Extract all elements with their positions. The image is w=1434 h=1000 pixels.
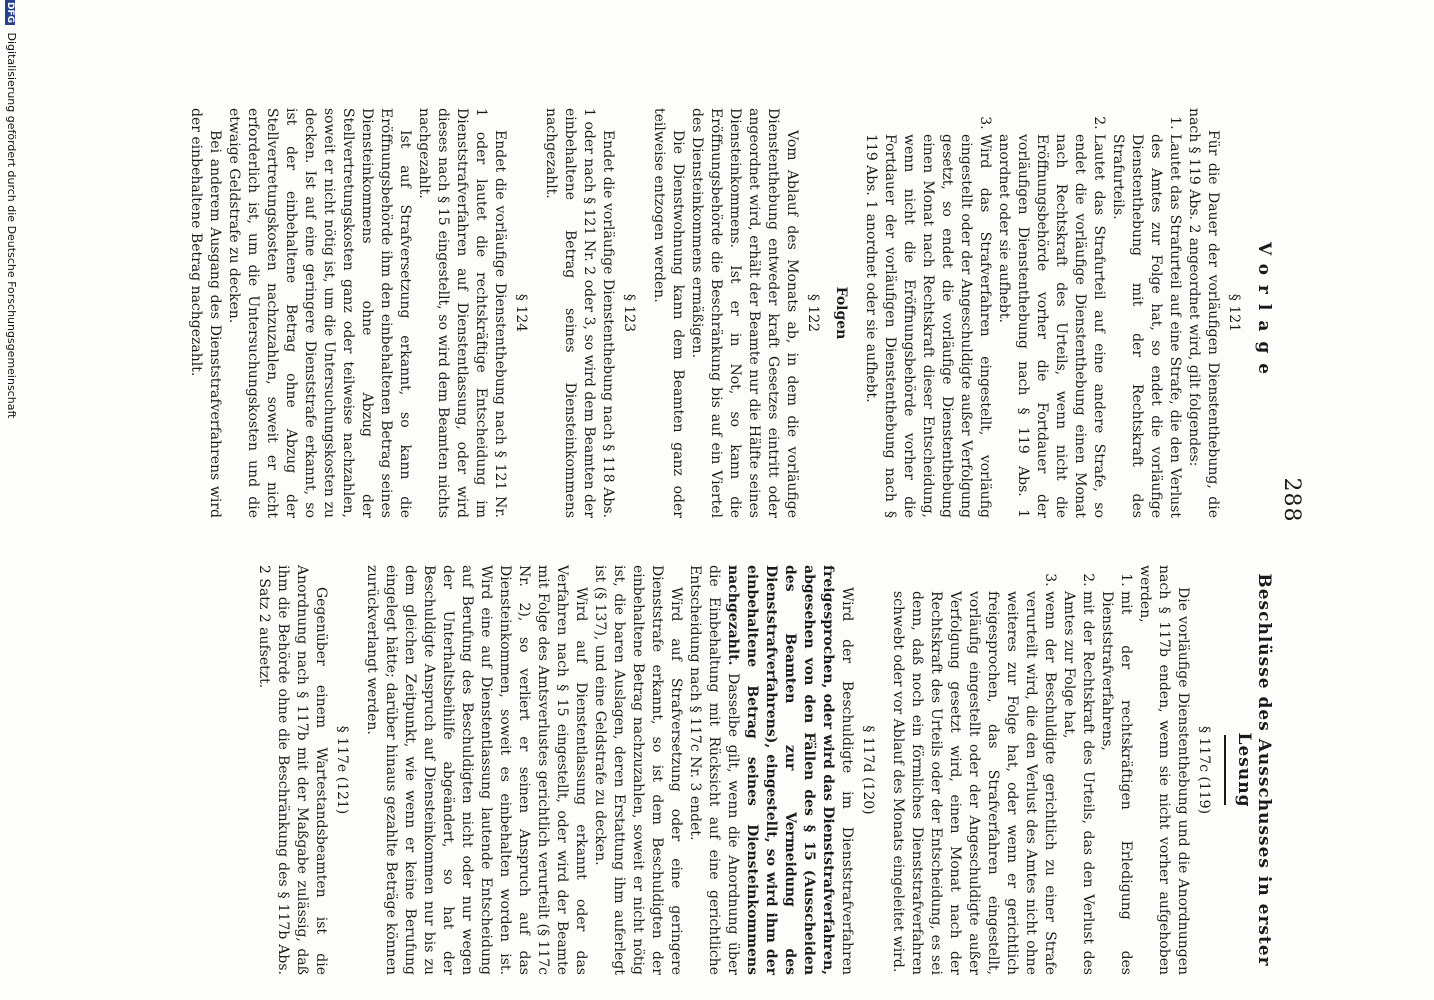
paragraph: Endet die vorläufige Dienstenthebung nach § 121 Nr. 1 oder lautet die rechtskräftige Entscheidung im Dienststrafverfahren auf Dienstentlassung, oder wird dieses nach § 15 eingestellt, so wird dem Beamten nichts nachgezahlt.	[416, 108, 508, 518]
section-title: § 121	[1226, 293, 1242, 333]
column-heading-vorlage: Vorlage	[1254, 241, 1274, 385]
list-item: 2. mit der Rechtskraft des Urteils, das den Verlust des Amtes zur Folge hat,	[1059, 591, 1097, 975]
paragraph: Wird auf Dienstentlassung erkannt oder das Verfahren nach § 15 eingestellt, oder wird der Beamte mit Folge des Amtsverlustes gerichtlich verurteilt (§ 117c Nr. 2), so verliert er seinen Anspruch auf das Diensteinkommen, soweit es einbehalten worden ist. Wird eine auf Dienstentlassung lautende Entscheidung auf Berufung des Beschuldigten nicht oder nur wegen der Unterhaltsbeihilfe abgeändert, so hat der Beschuldigte Anspruch auf Diensteinkommen nur bis zu dem gleichen Zeitpunkt, wie wenn er keine Berufung eingelegt hätte; darüber hinaus gezahlte Beträge können zurückverlangt werden.	[364, 565, 589, 975]
numbered-list	[861, 108, 1184, 518]
subheading-folgen: Folgen	[833, 286, 849, 340]
list-item: 3. Wird das Strafverfahren eingestellt, vorläufig eingestellt oder der Angeschuldigte außer Verfolgung gesetzt, so endet die vorläufige Dienstenthebung einen Monat nach Rechtskraft dieser Entscheidung, wenn nicht die Eröffnungsbehörde vorher die Fortdauer der vorläufigen Dienstenthebung nach § 119 Abs. 1 anordnet oder sie aufhebt.	[861, 134, 994, 518]
text-run: Dasselbe gilt, wenn die Anordnung über die Einbehaltung mit Rücksicht auf eine gerichtliche Entscheidung nach § 117c Nr. 3 endet.	[687, 565, 741, 975]
numbered-list	[888, 565, 1135, 975]
digitization-footer	[5, 0, 18, 1000]
text-run: Wird der Beschuldigte im Dienststrafverfahren	[839, 587, 855, 975]
paragraph: Die vorläufige Dienstenthebung und die Anordnungen nach § 117b enden, wenn sie nicht vorher aufgehoben werden,	[1137, 565, 1191, 975]
footer-text: Digitalisierung gefördert durch die Deutsche Forschungsgemeinschaft	[5, 32, 18, 419]
paragraph: Für die Dauer der vorläufigen Dienstenthebung, die nach § 119 Abs. 2 angeordnet wird, gilt folgendes:	[1186, 108, 1221, 518]
list-item: 3. wenn der Beschuldigte gerichtlich zu einer Strafe verurteilt wird, die den Verlust des Amtes nicht ohne weiteres zur Folge hat, oder wenn er gerichtlich freigesprochen, das Strafverfahren eingestellt, vorläufig eingestellt oder der Angeschuldigte außer Verfolgung gesetzt wird, einen Monat nach der Rechtskraft des Urteils oder der Entscheidung, es sei denn, daß noch ein förmliches Dienststrafverfahren schwebt oder vor Ablauf des Monats eingeleitet wird.	[888, 591, 1059, 975]
column-vorlage	[24, 108, 1274, 518]
paragraph: Wird auf Strafversetzung oder eine geringere Dienststrafe erkannt, so ist dem Beschuldigten der einbehaltene Betrag nachzuzahlen, soweit er nicht nötig ist, die baren Auslagen, deren Erstattung ihm auferlegt ist (§ 137), und eine Geldstrafe zu decken.	[592, 565, 684, 975]
paragraph: Bei anderem Ausgang des Dienststrafverfahrens wird der einbehaltene Betrag nachgezahlt.	[188, 108, 223, 518]
paragraph	[685, 565, 856, 975]
bold-text-run: freigesprochen, oder wird das Dienststrafverfahren, abgesehen von den Fällen des § 15 (Ausscheiden des Beamten zur Vermeidung des Dienststrafverfahrens), eingestellt, so wird ihm der einbehaltene Betrag seines Diensteinkommens nachgezahlt.	[725, 565, 836, 975]
section-title: § 122	[805, 293, 821, 333]
list-item: 1. Lautet das Strafurteil auf eine Strafe, die den Verlust des Amtes zur Folge hat, so endet die vorläufige Dienstenthebung mit der Rechtskraft des Strafurteils.	[1108, 134, 1184, 518]
heading-rule	[1224, 735, 1226, 805]
section-title: § 117c (119)	[1196, 725, 1212, 815]
section-title: § 124	[513, 293, 529, 333]
paragraph: Vom Ablauf des Monats ab, in dem die vorläufige Dienstenthebung entweder kraft Gesetzes eintritt oder angeordnet wird, erhält der Beamte nur die Hälfte seines Diensteinkommens. Ist er in Not, so kann die Eröffnungsbehörde die Beschränkung bis auf ein Viertel des Diensteinkommens ermäßigen.	[689, 108, 800, 518]
paragraph: Gegenüber einem Wartestandsbeamten ist die Anordnung nach § 117b mit der Maßgabe zulässig, daß ihm die Behörde ohne die Beschränkung des § 117b Abs. 2 Satz 2 aufsetzt.	[256, 565, 329, 975]
paragraph: Die Dienstwohnung kann dem Beamten ganz oder teilweise entzogen werden.	[651, 108, 686, 518]
column-heading-beschluesse: Beschlüsse des Ausschusses in erster Lesung	[1234, 573, 1274, 967]
list-item: 2. Lautet das Strafurteil auf eine andere Strafe, so endet die vorläufige Dienstenthebung einen Monat nach Rechtskraft des Urteils, wenn nicht die Eröffnungsbehörde vorher die Fortdauer der vorläufigen Dienstenthebung nach § 119 Abs. 1 anordnet oder sie aufhebt.	[994, 134, 1108, 518]
paragraph: Ist auf Strafversetzung erkannt, so kann die Eröffnungsbehörde ihm den einbehaltenen Betrag seines Diensteinkommens ohne Abzug der Stellvertretungskosten ganz oder teilweise nachzahlen, soweit er nicht nötig ist, um die Untersuchungskosten zu decken. Ist auf eine geringere Dienststrafe erkannt, so ist der einbehaltene Betrag ohne Abzug der Stellvertretungskosten nachzuzahlen, soweit er nicht erforderlich ist, um die Untersuchungskosten und die etwaige Geldstrafe zu decken.	[226, 108, 413, 518]
section-title: § 123	[621, 293, 637, 333]
page-number: 288	[1279, 477, 1304, 523]
list-item: 1. mit der rechtskräftigen Erledigung des Dienststrafverfahrens,	[1097, 591, 1135, 975]
section-title: § 117d (120)	[860, 725, 876, 815]
section-title: § 117e (121)	[334, 725, 350, 815]
column-beschluesse	[24, 565, 1274, 975]
paragraph: Endet die vorläufige Dienstenthebung nach § 118 Abs. 1 oder nach § 121 Nr. 2 oder 3, so wird dem Beamten der einbehaltene Betrag seines Diensteinkommens nachgezahlt.	[543, 108, 616, 518]
dfg-logo: DFG	[5, 2, 15, 24]
